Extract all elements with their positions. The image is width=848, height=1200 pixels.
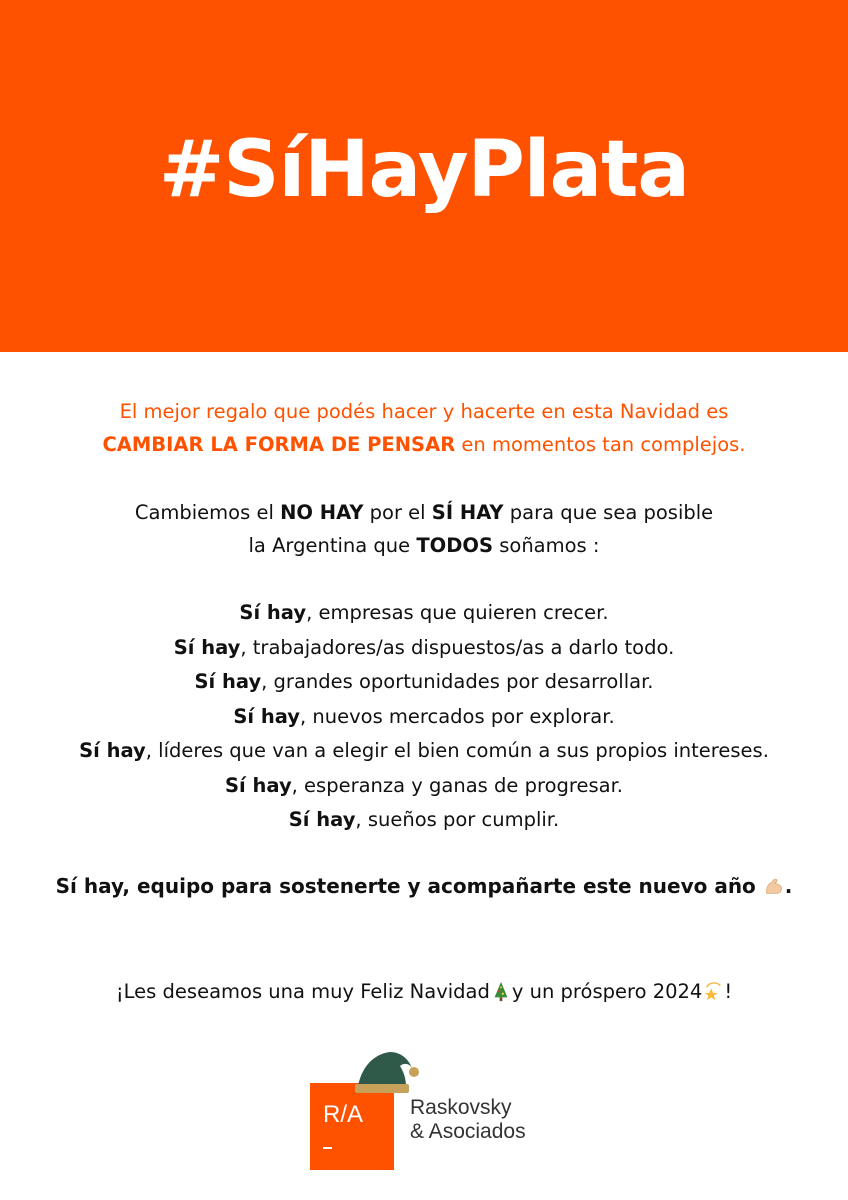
equipo-text: Sí hay, equipo para sostenerte y acompañarte este nuevo año bbox=[55, 874, 756, 898]
list-item-text: , esperanza y ganas de progresar. bbox=[291, 773, 623, 797]
list-item-text: , empresas que quieren crecer. bbox=[306, 601, 609, 624]
holiday-wish bbox=[0, 977, 848, 1007]
intro-paragraph bbox=[0, 395, 848, 461]
list-item-text: , nuevos mercados por explorar. bbox=[299, 704, 615, 728]
intro-line-2 bbox=[0, 428, 848, 461]
christmas-tree-icon bbox=[490, 980, 512, 1002]
no-hay-bold: NO HAY bbox=[280, 501, 364, 524]
list-item-bold: Sí hay bbox=[233, 704, 300, 728]
si-hay-list bbox=[0, 596, 848, 838]
intro-line-2-rest: en momentos tan complejos. bbox=[455, 433, 746, 456]
list-item-bold: Sí hay bbox=[194, 670, 262, 693]
intro-line-1: El mejor regalo que podés hacer y hacerte en esta Navidad es bbox=[119, 400, 729, 423]
equipo-end: . bbox=[784, 874, 793, 898]
cambiemos-text-5: soñamos : bbox=[493, 534, 600, 557]
wish-text-3: ! bbox=[724, 980, 733, 1003]
cambiemos-line-2 bbox=[0, 529, 848, 562]
cambiemos-text-4: la Argentina que bbox=[248, 534, 417, 557]
equipo-statement bbox=[0, 871, 848, 901]
list-item-text: , trabajadores/as dispuestos/as a darlo todo. bbox=[240, 635, 675, 659]
list-item-bold: Sí hay bbox=[224, 773, 292, 797]
logo-initials: R/A bbox=[323, 1101, 364, 1128]
cambiemos-line-1 bbox=[0, 496, 848, 529]
santa-hat-icon bbox=[352, 1048, 422, 1100]
list-item-bold: Sí hay bbox=[173, 635, 241, 659]
list-item-bold: Sí hay bbox=[79, 739, 146, 762]
wish-text-2: y un próspero 2024 bbox=[511, 980, 703, 1003]
cambiemos-text-2: por el bbox=[363, 501, 432, 524]
list-item-bold: Sí hay bbox=[239, 601, 307, 624]
wish-text-1: ¡Les deseamos una muy Feliz Navidad bbox=[115, 980, 490, 1003]
list-item bbox=[0, 700, 848, 735]
list-item-text: , líderes que van a elegir el bien común a sus propios intereses. bbox=[145, 739, 769, 762]
list-item bbox=[0, 769, 848, 804]
company-name-line-2: & Asociados bbox=[410, 1120, 526, 1143]
list-item-text: , grandes oportunidades por desarrollar. bbox=[261, 670, 654, 693]
cambiemos-text-1: Cambiemos el bbox=[134, 501, 281, 524]
hashtag-title: #SíHayPlata bbox=[158, 125, 690, 215]
cambiemos-text-3: para que sea posible bbox=[503, 501, 714, 524]
list-item-text: , sueños por cumplir. bbox=[355, 808, 560, 831]
header-banner bbox=[0, 0, 848, 352]
company-name-line-1: Raskovsky bbox=[410, 1096, 512, 1119]
list-item bbox=[0, 803, 848, 838]
list-item bbox=[0, 631, 848, 666]
si-hay-bold: SÍ HAY bbox=[431, 501, 504, 524]
dizzy-star-icon bbox=[702, 980, 724, 1002]
flexed-biceps-icon bbox=[763, 875, 785, 897]
company-name bbox=[410, 1096, 526, 1144]
list-item bbox=[0, 734, 848, 769]
list-item-bold: Sí hay bbox=[288, 808, 356, 831]
list-item bbox=[0, 596, 848, 631]
todos-bold: TODOS bbox=[416, 534, 494, 557]
cambiemos-paragraph bbox=[0, 496, 848, 562]
intro-bold: CAMBIAR LA FORMA DE PENSAR bbox=[102, 433, 456, 456]
logo-dash bbox=[323, 1147, 332, 1149]
list-item bbox=[0, 665, 848, 700]
